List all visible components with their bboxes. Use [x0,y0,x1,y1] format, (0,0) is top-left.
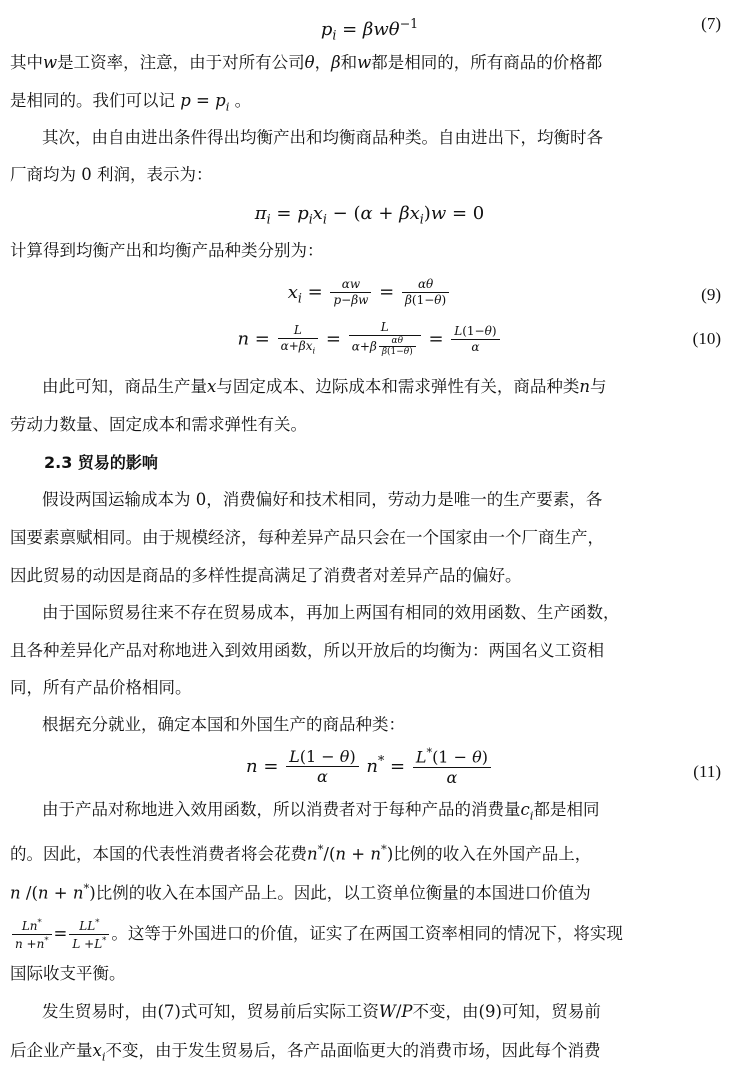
paragraph-line: 厂商均为 0 利润，表示为： [10,165,213,184]
paragraph-line: 后企业产量$x_i$不变，由于发生贸易后，各产品面临更大的消费市场，因此每个消费 [10,1041,601,1064]
paragraph-line: 因此贸易的动因是商品的多样性提高满足了消费者对差异产品的偏好。 [10,566,522,585]
paragraph-line: 其次，由自由进出条件得出均衡产出和均衡商品种类。自由进出下，均衡时各 [42,128,603,147]
equation-11: n = $\frac{L(1 - \theta)}{\alpha}$ n* = $\frac{L^*(1 - \theta)}{\alpha}$ [0,747,739,787]
paragraph-line: 国际收支平衡。 [10,964,126,983]
paragraph-line: $\frac{Ln^*}{n +n^*}$ = $\frac{LL^*}{L +L^*}$ 。这等于外国进口的价值，证实了在两国工资率相同的情况下，将实现 [10,918,690,951]
paragraph-line: 的。因此，本国的代表性消费者将会花费n*/(n + n*)比例的收入在外国产品上， [10,842,592,864]
paragraph-line: n /(n + n*)比例的收入在本国产品上。因此，以工资单位衡量的本国进口价值为 [10,881,591,903]
equation-9: $x_i$ = $\frac{\alpha w}{p-\beta w}$ = $\frac{\alpha\theta}{\beta(1-\theta)}$ [0,278,739,311]
paragraph-line: 由于产品对称地进入效用函数，所以消费者对于每种产品的消费量$c_i$都是相同 [42,800,600,823]
equation-11-number: (11) [693,762,721,781]
paragraph-line: 且各种差异化产品对称地进入到效用函数，所以开放后的均衡为：两国名义工资相 [10,641,604,660]
equation-10-number: (10) [692,329,721,348]
paragraph-line: 发生贸易时，由(7)式可知，贸易前后实际工资W/P不变，由(9)可知，贸易前 [42,1002,601,1021]
paragraph-line: 由此可知，商品生产量x与固定成本、边际成本和需求弹性有关，商品种类n与 [42,377,607,396]
paragraph-line: 国要素禀赋相同。由于规模经济，每种差异产品只会在一个国家由一个厂商生产， [10,528,604,547]
paragraph-line: 其中w是工资率，注意，由于对所有公司θ，β和w都是相同的，所有商品的价格都 [10,53,603,72]
paragraph-line: 由于国际贸易往来不存在贸易成本，再加上两国有相同的效用函数、生产函数， [42,603,620,622]
equation-10: n = $\frac{L}{\alpha+\beta x_i}$ = L α+β $\frac{\alpha\theta}{\beta(1-\theta)}$ = $\frac{L(1-\theta)}{\alpha}$ [0,321,739,358]
paragraph-line: 计算得到均衡产出和均衡产品种类分别为： [10,241,324,260]
paragraph-line: 根据充分就业，确定本国和外国生产的商品种类： [42,715,405,734]
equation-7: $p_i = \beta w\theta^{-1}$ [320,16,419,43]
paragraph-line: 假设两国运输成本为 0，消费偏好和技术相同，劳动力是唯一的生产要素，各 [42,490,603,509]
equation-7-number: (7) [701,14,721,33]
paragraph-line: 劳动力数量、固定成本和需求弹性有关。 [10,415,307,434]
equation-9-number: (9) [701,285,721,304]
paragraph-line: 是相同的。我们可以记 $p = p_i$ 。 [10,91,252,114]
paragraph-line: 同，所有产品价格相同。 [10,678,192,697]
section-heading: 2.3 贸易的影响 [44,453,158,472]
equation-profit: $\pi_i = p_ix_i - (\alpha + \beta x_i)w = 0$ [254,203,485,227]
